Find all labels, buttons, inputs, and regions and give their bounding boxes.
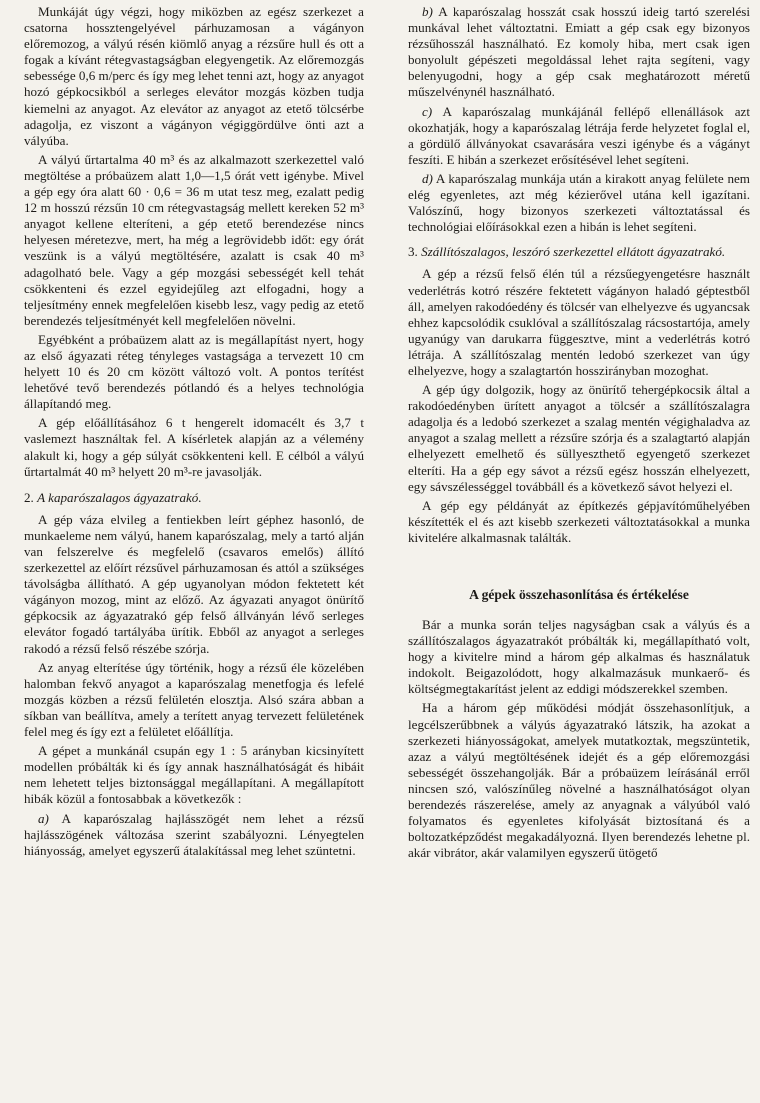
two-column-layout	[24, 4, 750, 864]
paragraph: Egyébként a próbaüzem alatt az is megállapítást nyert, hogy az első ágyazati réteg tényleges vastagsága a tervezett 10 cm helyett 10 és 20 cm között változó volt. A pontos terítést lehetővé tevő berendezés pótlandó és a helyes technológia állapítandó meg.	[24, 331, 364, 412]
paragraph: A vályú űrtartalma 40 m³ és az alkalmazott szerkezettel való megtöltése a próbaüzem alatt 1,0—1,5 órát vett igénybe. Mivel a gép egy óra alatt 60 · 0,6 = 36 m utat tesz meg, ezalatt pedig 12 m hosszú rézsűn 10 cm rétegvastagság mellett kereken 52 m³ anyagot kellene elteríteni, a gép etető berendezése nincs helyesen méretezve, mert, ha még a legrövidebb időt: egy órát veszünk is a vályú megtöltésére, azalatt is csak 40 m³ adagolható bele. Vagy a gép mozgási sebességét kell tehát csökkenteni és ezzel egyidejűleg azt elfogadni, hogy a teljesítmény ennek megfelelően kisebb lesz, vagy pedig az etető berendezés teljesítményét kell megfelelően növelni.	[24, 151, 364, 328]
section-number: 2.	[24, 489, 34, 505]
section-number: 3.	[408, 244, 418, 260]
section-heading-2	[24, 490, 364, 506]
list-label: c)	[422, 103, 433, 119]
section-heading-3	[408, 244, 750, 260]
paragraph: A gépet a munkánál csupán egy 1 : 5 arányban kicsinyített modellen próbálták ki és így annak használhatóságát és hibáit nem lehetett teljes biztonsággal megállapítani. A megállapított hibák közül a fontosabbak a következők :	[24, 743, 364, 807]
list-label: d)	[422, 170, 433, 186]
paragraph: A gép egy példányát az építkezés gépjavítóműhelyében készítették el és azt kisebb szerkezeti változtatásokkal a munka kivitelére alkalmasnak találták.	[408, 497, 750, 545]
chapter-heading: A gépek összehasonlítása és értékelése	[469, 587, 689, 602]
list-item-b	[408, 4, 750, 101]
list-text: A kaparószalag hosszát csak hosszú ideig tartó szerelési munkával lehet változtatni. Emiatt a gép csak egy bizonyos rézsűhosszál használható. Ez komoly hiba, mert csak igen bonyolult gépészeti megoldással lehet rajta segíteni, vagy belenyugodni, hogy a gép csak meghatározott méretű műszelvénynél használható.	[408, 4, 750, 100]
paragraph: A gép a rézsű felső élén túl a rézsűegyengetésre használt vederlétrás kotró részére fektetett vágányon haladó géptestből áll, amelyen rakodóedény és tölcsér van elhelyezve és ugyancsak ehhez kapcsolódik csuklóval a szállítószalag rácsostartója, amely ugyanúgy van darukarra függesztve, mint a vederlétrás kotró létrája. A szállítószalag mentén ledobó szerkezet van úgy elhelyezve, hogy a szalagtartón hosszirányban mozoghat.	[408, 266, 750, 378]
paragraph: Bár a munka során teljes nagyságban csak a vályús és a szállítószalagos ágyazatrakót próbálták ki, megállapítható volt, hogy a kivitelre mind a három gép alkalmas és használatuk indokolt. Beigazolódott, hogy alkalmazásuk munkaerő- és költségmegtakarítást jelent az eddigi módszerekkel szemben.	[408, 617, 750, 697]
list-label: a)	[38, 810, 49, 826]
paragraph: Munkáját úgy végzi, hogy miközben az egész szerkezet a csatorna hossztengelyével párhuzamosan a vágányon előremozog, a vályú résén kiömlő anyag a rézsűre hull és ott a fogak a kívánt rétegvastagságban elegyengetik. Az előremozgás sebessége 0,6 m/perc és így meg lehet tenni azt, hogy az anyagot hozó gépkocsikból a serleges elevátor mozgás közben tudja kiemelni az anyagot. Az elevátor az anyagot az etető tölcsérbe adagolja, ez viszont a vágányon végiggördülve önti azt a vályúba.	[24, 4, 364, 148]
paragraph: A gép úgy dolgozik, hogy az önürítő tehergépkocsik által a rakodóedényben ürített anyagot a tölcsér a szállítószalagra adagolja és a ledobó szerkezet a szalag mentén végighaladva az anyagot a szalag mellett a rézsűre szórja és a szalagtartó alapján elhelyezett emelhető és süllyeszthető egyengető szerkezet elteríti. Ha a gép egy sávot a rézsű egész hosszán elhelyezett, egy sávszélességgel továbbáll és a következő sávot helyezi el.	[408, 382, 750, 494]
section-title: A kaparószalagos ágyazatrakó.	[37, 489, 202, 505]
paragraph: A gép váza elvileg a fentiekben leírt géphez hasonló, de munkaeleme nem vályú, hanem kaparószalag, mely a tartó alján van felszerelve és megfelelő (csavaros emelős) állító szerkezettel az előírt rézsűvel párhuzamosan és attól a szükséges távolságba állítható. A gép ugyanolyan módon fektetett két vágányon mozog, mint az előző. Az ágyazati anyagot önürítő gépkocsik az ágyazatrakó gép felső állványán lévő serleges elevátor fogadó tartályába ürítik. Ebből az anyagot a serleges rakodó a rézsű felső részébe szórja.	[24, 511, 364, 656]
paragraph: Az anyag elterítése úgy történik, hogy a rézsű éle közelében halomban fekvő anyagot a kaparószalag menetfogja és lefelé mozgás közben a rézsű felületén elosztja. Alsó szára abban a síkban van beállítva, amely a terített anyag tervezett felületének felel meg és így ezt a felületet előállítja.	[24, 659, 364, 740]
paragraph: A gép előállításához 6 t hengerelt idomacélt és 3,7 t vaslemezt használtak fel. A kísérletek alapján az a vélemény alakult ki, hogy a gép súlyát csökkenteni kell. E célból a vályú űrtartalmát 40 m³ helyett 20 m³-re javasolják.	[24, 415, 364, 479]
list-label: b)	[422, 4, 433, 19]
section-title: Szállítószalagos, leszóró szerkezettel ellátott ágyazatrakó.	[421, 244, 726, 260]
paragraph: Ha a három gép működési módját összehasonlítjuk, a legcélszerűbbnek a vályús ágyazatrakó látszik, ha azokat a szerkezeti hiányosságokat, amelyek mutatkoztak, megszüntetik, azaz a vályú megtöltésének idejét és a gép előremozgási sebességét összehangolják. Bár a próbaüzem leírásánál erről nincsen szó, valószínűleg növelné a használhatóságot olyan berendezés rászerelése, amely az anyagnak a vályúból való folyamatos és egyenletes kifolyását biztosítaná és a boltozatképződést megakadályozná. Ilyen berendezés lehetne pl. akár vibrátor, akár valamilyen egyszerű ütögető	[408, 700, 750, 861]
left-column	[24, 4, 364, 864]
list-item-a	[24, 811, 364, 859]
list-text: A kaparószalag munkája után a kirakott anyag felülete nem elég egyenletes, azt még kézierővel utána kell igazítani. Valószínű, hogy bizonyos szerkezeti változtatással és technológiai előírásokkal ezen a hibán is lehet segíteni.	[408, 170, 750, 235]
list-text: A kaparószalag munkájánál fellépő ellenállások azt okozhatják, hogy a kaparószalag létrája ferde helyzetet foglal el, a gördülő állványokat csavarására veszi igénybe és a vágányt feszíti. E hibán a szerkezet erősítésével lehet segíteni.	[408, 103, 750, 167]
right-column	[408, 4, 750, 864]
list-item-c	[408, 104, 750, 168]
list-item-d	[408, 171, 750, 235]
list-text: A kaparószalag hajlásszögét nem lehet a rézsű hajlásszögének változása szerint szabályozni. Lényegtelen hiányosság, amelyet egyszerű átalakítással meg lehet szüntetni.	[24, 810, 364, 858]
